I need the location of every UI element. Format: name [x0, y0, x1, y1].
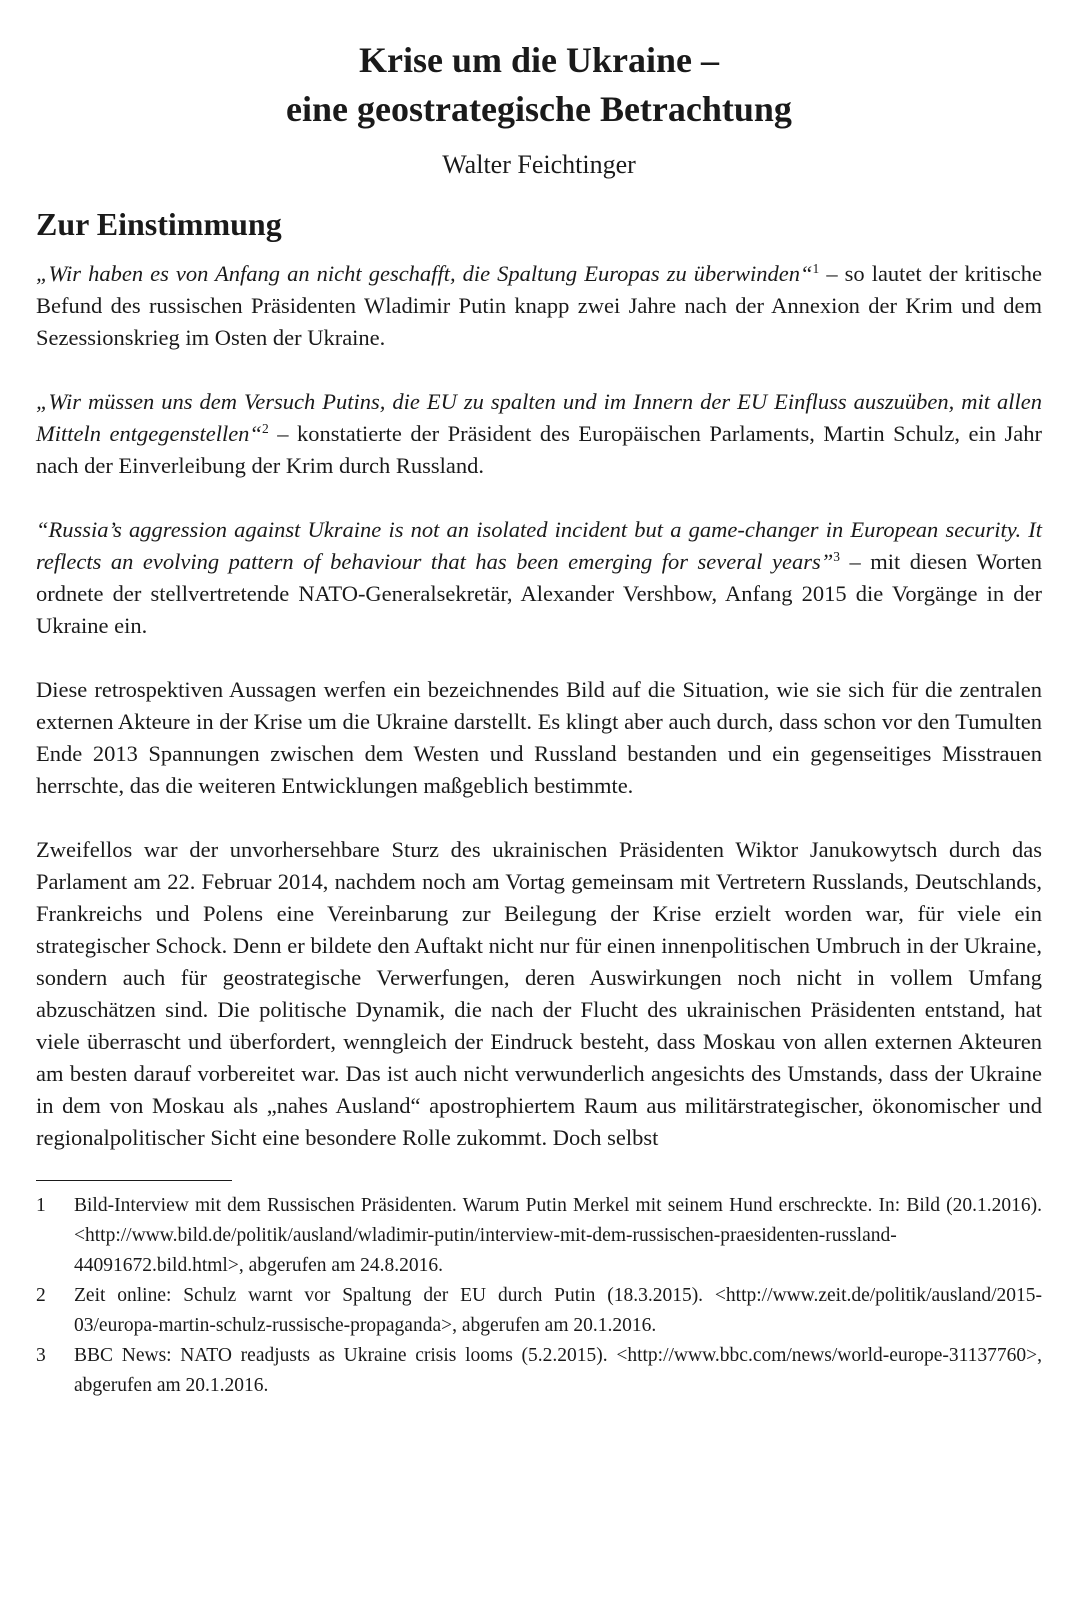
author-name: Walter Feichtinger [442, 150, 636, 179]
document-page [36, 36, 1042, 1401]
paragraph-2-text: – konstatierte der Präsident des Europäischen Parlaments, Martin Schulz, ein Jahr nach der Einverleibung der Krim durch Russland. [36, 421, 1042, 478]
footnote-2 [36, 1281, 1042, 1341]
quote-schulz: „Wir müssen uns dem Versuch Putins, die EU zu spalten und im Innern der EU Einfluss auszuüben, mit allen Mitteln entgegenstellen“ [36, 389, 1042, 446]
section-heading: Zur Einstimmung [36, 206, 282, 242]
footnote-ref-3: 3 [833, 548, 840, 564]
title-line-1: Krise um die Ukraine – [359, 40, 719, 80]
footnotes [36, 1191, 1042, 1401]
footnote-separator [36, 1180, 232, 1181]
paragraph-4: Diese retrospektiven Aussagen werfen ein bezeichnendes Bild auf die Situation, wie sie sich für die zentralen externen Akteure in der Krise um die Ukraine darstellt. Es klingt aber auch durch, dass schon vor den Tumulten Ende 2013 Spannungen zwischen dem Westen und Russland bestanden und ein gegenseitiges Misstrauen herrschte, das die weiteren Entwicklungen maßgeblich bestimmte. [36, 677, 1042, 798]
quote-vershbow: “Russia’s aggression against Ukraine is not an isolated incident but a game-changer in European security. It reflects an evolving pattern of behaviour that has been emerging for several years” [36, 517, 1042, 574]
quote-putin: „Wir haben es von Anfang an nicht geschafft, die Spaltung Europas zu überwinden“ [36, 261, 813, 286]
footnote-number: 1 [36, 1195, 46, 1216]
footnote-ref-2: 2 [261, 420, 269, 436]
paragraph-5: Zweifellos war der unvorhersehbare Sturz des ukrainischen Präsidenten Wiktor Janukowytsch durch das Parlament am 22. Februar 2014, nachdem noch am Vortag gemeinsam mit Vertretern Russlands, Deutschlands, Frankreichs und Polens eine Vereinbarung zur Beilegung der Krise erzielt worden war, für viele ein strategischer Schock. Denn er bildete den Auftakt nicht nur für einen innenpolitischen Umbruch in der Ukraine, sondern auch für geostrategische Verwerfungen, deren Auswirkungen noch nicht in vollem Umfang abzuschätzen sind. Die politische Dynamik, die nach der Flucht des ukrainischen Präsidenten entstand, hat viele überrascht und überfordert, wenngleich der Eindruck besteht, dass Moskau von allen externen Akteuren am besten darauf vorbereitet war. Das ist auch nicht verwunderlich angesichts des Umstands, dass der Ukraine in dem von Moskau als „nahes Ausland“ apostrophiertem Raum aus militärstrategischer, ökonomischer und regionalpolitischer Sicht eine besondere Rolle zukommt. Doch selbst [36, 837, 1042, 1150]
paragraph-1 [36, 258, 1042, 354]
article-title [36, 36, 1042, 134]
footnote-text: BBC News: NATO readjusts as Ukraine crisis looms (5.2.2015). <http://www.bbc.com/news/world-europe-31137760>, abgerufen am 20.1.2016. [74, 1345, 1042, 1396]
paragraph-1-text: – so lautet der kritische Befund des russischen Präsidenten Wladimir Putin knapp zwei Jahre nach der Annexion der Krim und dem Sezessionskrieg im Osten der Ukraine. [36, 261, 1042, 350]
paragraph-2 [36, 386, 1042, 482]
footnote-ref-1: 1 [812, 260, 820, 276]
footnote-number: 3 [36, 1345, 46, 1366]
title-line-2: eine geostrategische Betrachtung [286, 89, 792, 129]
footnote-3 [36, 1341, 1042, 1401]
footnote-text: Zeit online: Schulz warnt vor Spaltung der EU durch Putin (18.3.2015). <http://www.zeit.de/politik/ausland/2015-03/europa-martin-schulz-russische-propaganda>, abgerufen am 20.1.2016. [74, 1285, 1042, 1336]
footnote-1 [36, 1191, 1042, 1281]
paragraph-3 [36, 514, 1042, 642]
footnote-number: 2 [36, 1285, 46, 1306]
footnote-text: Bild-Interview mit dem Russischen Präsidenten. Warum Putin Merkel mit seinem Hund erschreckte. In: Bild (20.1.2016).<http://www.bild.de/politik/ausland/wladimir-putin/interview-mit-dem-russischen-praesidenten-russland-44091672.bild.html>, abgerufen am 24.8.2016. [74, 1195, 1042, 1276]
paragraph-3-text: – mit diesen Worten ordnete der stellvertretende NATO-Generalsekretär, Alexander Vershbow, Anfang 2015 die Vorgänge in der Ukraine ein. [36, 549, 1042, 638]
